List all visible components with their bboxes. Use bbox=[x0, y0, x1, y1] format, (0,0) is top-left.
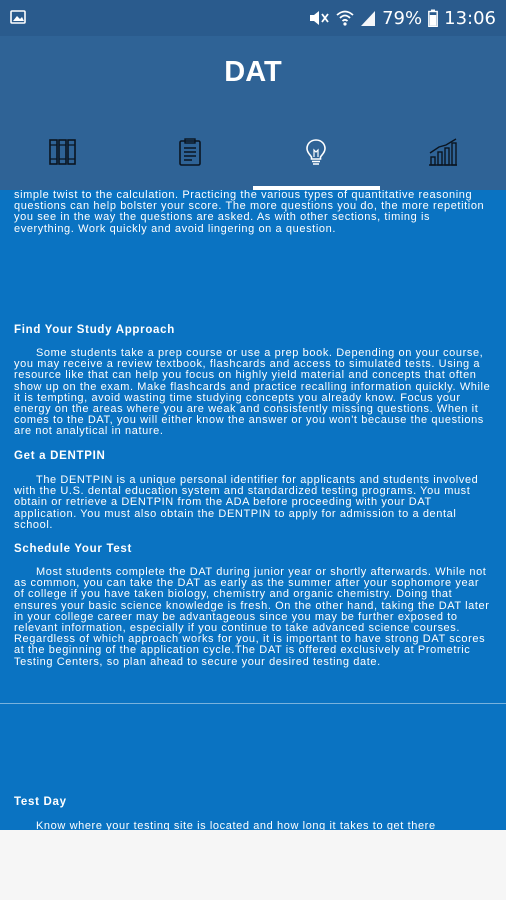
section-heading: Find Your Study Approach bbox=[14, 324, 175, 336]
article-content[interactable] bbox=[0, 190, 506, 830]
divider bbox=[0, 703, 506, 704]
bottom-blank-area bbox=[0, 830, 506, 900]
section-heading: Schedule Your Test bbox=[14, 543, 133, 555]
clock: 13:06 bbox=[444, 7, 496, 29]
section-body: Some students take a prep course or use a prep book. Depending on your course, you may receive a review textbook, flashcards and access to simulated tests. Using a resource like that can help you focus on highly yield material and concepts that often show up on the exam. Make flashcards and practice recalling information quickly. While it is tempting, avoid wasting time studying concepts you already know. Focus your energy on the areas where you are weak and consistently missing questions. When it comes to the DAT, you will either know the answer or you won't because the questions are not analytical in nature. bbox=[14, 347, 491, 438]
books-icon bbox=[48, 137, 78, 167]
intro-paragraph: simple twist to the calculation. Practicing the various types of quantitative reasoning questions can help bolster your score. The more questions you do, the more repetition you see in the way the questions are asked. As with other sections, timing is everything. Work quickly and avoid lingering on a question. bbox=[14, 190, 485, 235]
section-heading: Test Day bbox=[14, 796, 67, 808]
clipboard-icon bbox=[175, 137, 205, 167]
tab-tips[interactable] bbox=[253, 131, 380, 190]
status-icons bbox=[308, 4, 496, 32]
app-bar bbox=[0, 36, 506, 190]
tab-stats[interactable] bbox=[380, 131, 506, 190]
status-bar bbox=[0, 0, 506, 36]
chart-icon bbox=[427, 137, 459, 167]
signal-icon bbox=[360, 9, 376, 27]
battery-percent: 79% bbox=[382, 7, 423, 29]
wifi-icon bbox=[336, 9, 354, 27]
battery-icon bbox=[428, 9, 438, 27]
section-body: The DENTPIN is a unique personal identifier for applicants and students involved with the U.S. dental education system and standardized testing programs. You must obtain or retrieve a DENTPIN from the ADA before proceeding with your DAT application. You must also obtain the DENTPIN to apply for admission to a dental school. bbox=[14, 474, 479, 531]
tab-books[interactable] bbox=[0, 131, 127, 190]
mute-icon bbox=[308, 9, 330, 27]
page-title: DAT bbox=[224, 56, 282, 88]
section-body: Most students complete the DAT during junior year or shortly afterwards. While not as common, you can take the DAT as early as the summer after your sophomore year of college if you have taken biology, chemistry and organic chemistry. Doing that ensures your basic science knowledge is fresh. On the other hand, taking the DAT later in your college career may be advantageous since you may be further exposed to relevant information, especially if you continue to take advanced science courses. Regardless of which approach works for you, it is important to have strong DAT scores at the beginning of the application cycle.The DAT is offered exclusively at Prometric Testing Centers, so plan ahead to secure your desired testing date. bbox=[14, 566, 490, 668]
lightbulb-icon bbox=[301, 137, 331, 167]
section-body: Know where your testing site is located and how long it takes to get there bbox=[36, 820, 436, 830]
tab-bar bbox=[0, 131, 506, 190]
section-heading: Get a DENTPIN bbox=[14, 450, 106, 462]
tab-clipboard[interactable] bbox=[127, 131, 254, 190]
image-icon bbox=[10, 9, 26, 25]
